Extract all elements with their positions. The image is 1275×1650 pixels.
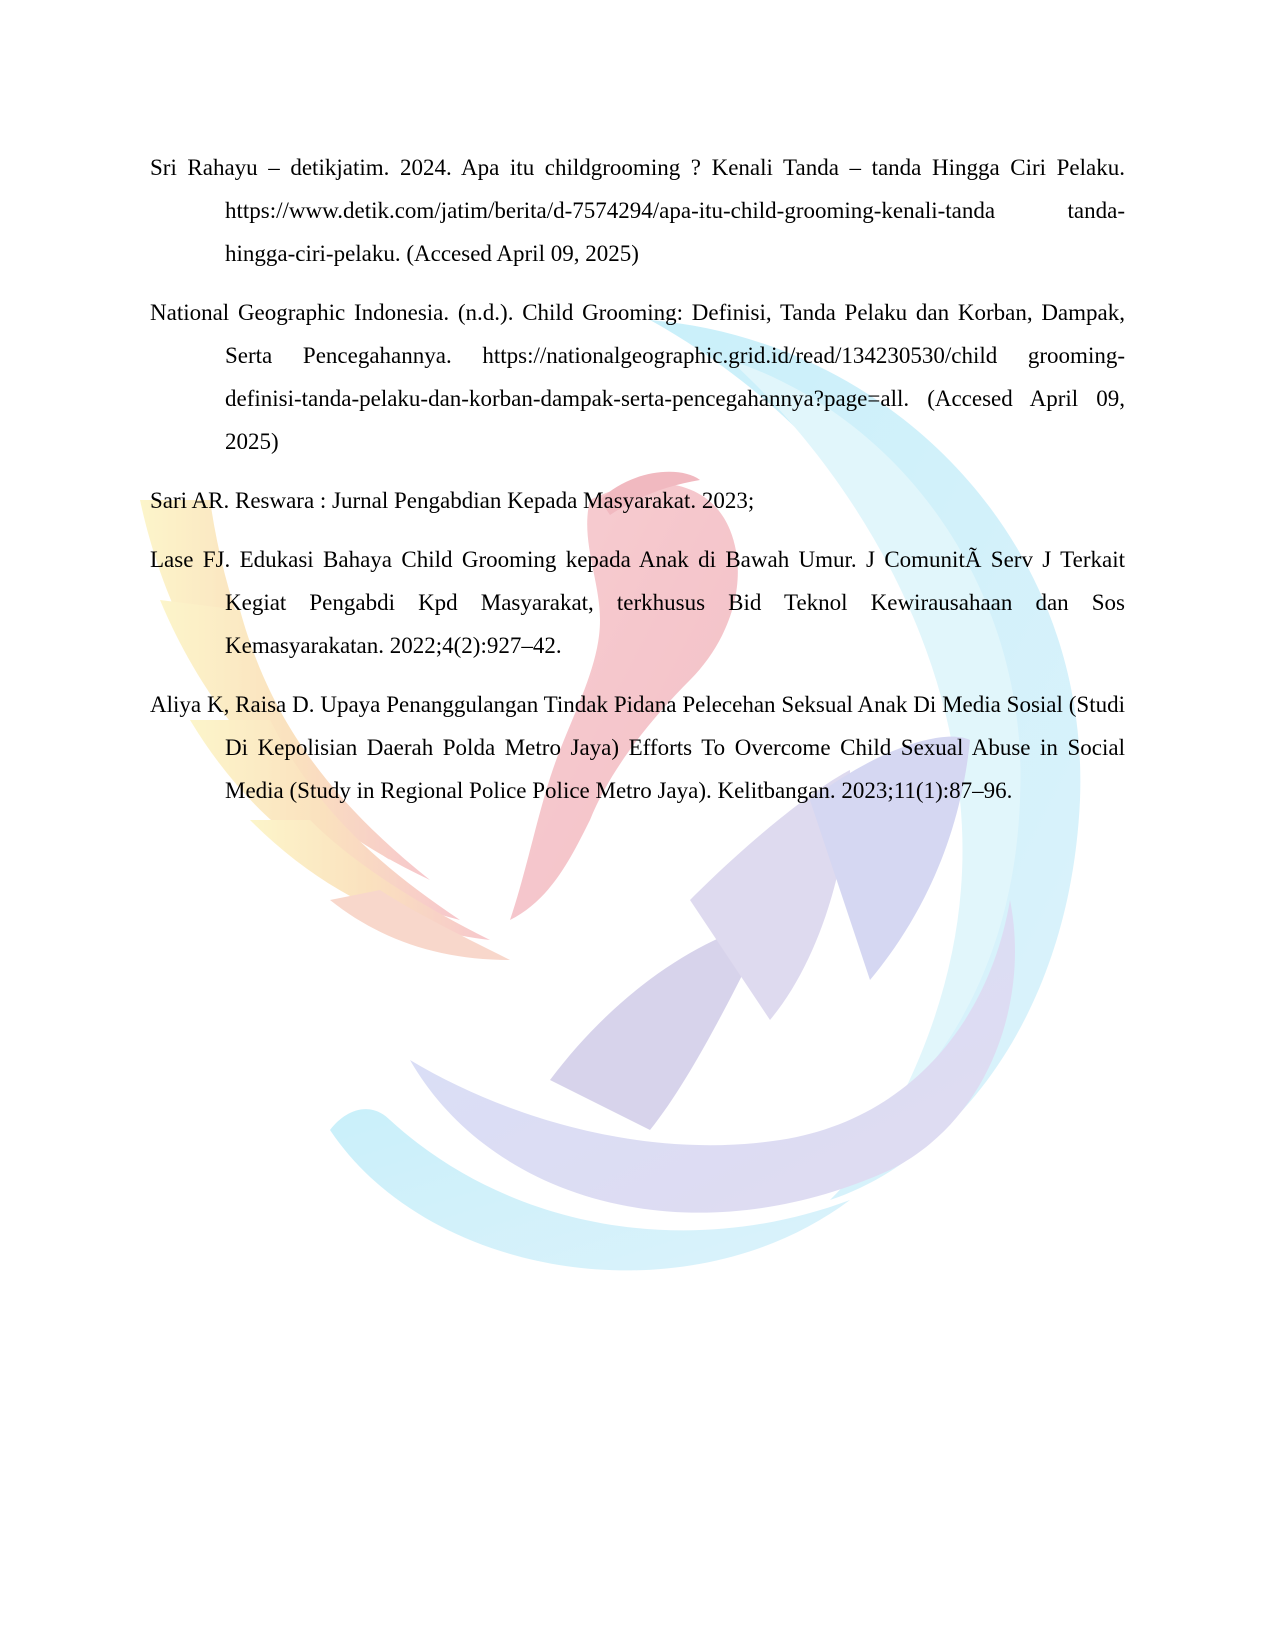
reference-entry: Sari AR. Reswara : Jurnal Pengabdian Kepada Masyarakat. 2023; xyxy=(150,488,755,513)
reference-list xyxy=(150,146,1125,828)
reference-entry: Sri Rahayu – detikjatim. 2024. Apa itu childgrooming ? Kenali Tanda – tanda Hingga Ciri Pelaku. https://www.detik.com/jatim/berita/d-7574294/apa-itu-child-grooming-kenali-tanda tanda-hingga-ciri-pelaku. (Accesed April 09, 2025) xyxy=(150,155,1125,266)
reference-entry: Lase FJ. Edukasi Bahaya Child Grooming kepada Anak di Bawah Umur. J ComunitÃ Serv J Terkait Kegiat Pengabdi Kpd Masyarakat, terkhusus Bid Teknol Kewirausahaan dan Sos Kemasyarakatan. 2022;4(2):927–42. xyxy=(150,547,1125,658)
reference-entry: Aliya K, Raisa D. Upaya Penanggulangan Tindak Pidana Pelecehan Seksual Anak Di Media Sosial (Studi Di Kepolisian Daerah Polda Metro Jaya) Efforts To Overcome Child Sexual Abuse in Social Media (Study in Regional Police Police Metro Jaya). Kelitbangan. 2023;11(1):87–96. xyxy=(150,692,1125,803)
reference-entry: National Geographic Indonesia. (n.d.). Child Grooming: Definisi, Tanda Pelaku dan Korban, Dampak, Serta Pencegahannya. https://nationalgeographic.grid.id/read/134230530/child grooming-definisi-tanda-pelaku-dan-korban-dampak-serta-pencegahannya?page=all. (Accesed April 09, 2025) xyxy=(150,300,1125,454)
